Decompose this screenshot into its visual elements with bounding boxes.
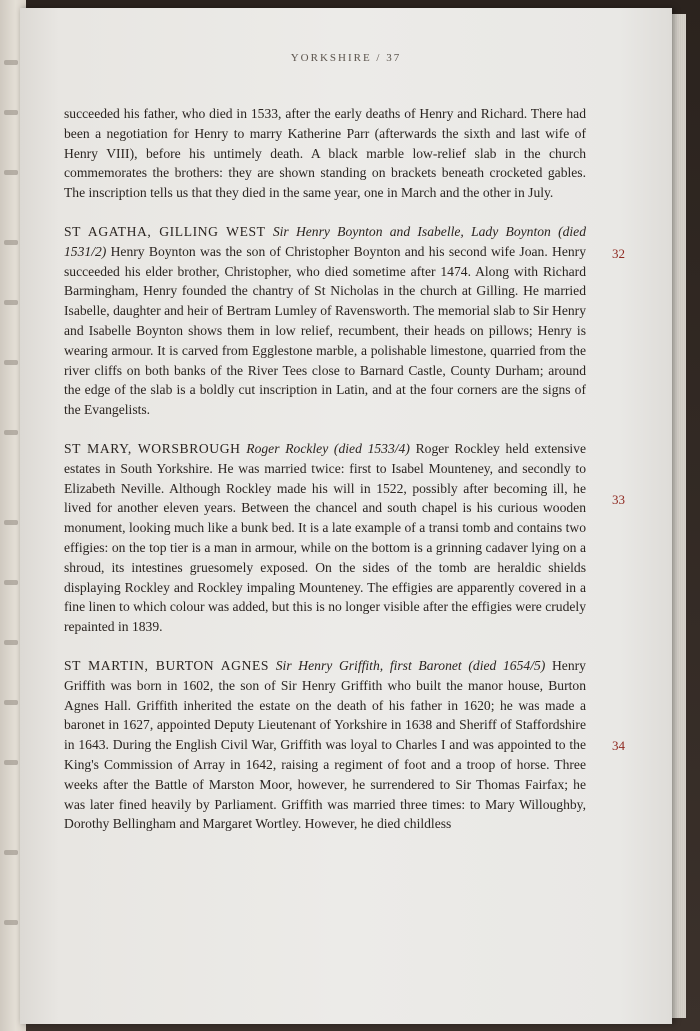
book-page [20,8,672,1024]
church-heading: ST MARY, WORSBROUGH [64,440,241,456]
margin-number: 34 [612,738,625,753]
monument-subject: Roger Rockley (died 1533/4) [246,440,410,456]
body-text [64,104,586,853]
church-heading: ST AGATHA, GILLING WEST [64,223,266,239]
margin-number: 33 [612,492,625,507]
monument-subject: Sir Henry Boynton and Isabelle, Lady Boynton (died 1531/2) [64,223,586,259]
paragraph [64,222,586,420]
margin-number: 32 [612,246,625,261]
page-stack-edge [672,14,686,1018]
paragraph-body: Henry Griffith was born in 1602, the son of Sir Henry Griffith who built the manor house, Burton Agnes Hall. Griffith inherited the estate on the death of his father in 1620; he was made a baronet in 1627, appointed Deputy Lieutenant of Yorkshire in 1638 and Sheriff of Staffordshire in 1643. During the English Civil War, Griffith was loyal to Charles I and was appointed to the King's Commission of Array in 1642, raising a regiment of foot and a troop of horse. Three weeks after the Battle of Marston Moor, however, he surrendered to Sir Thomas Fairfax; he was later fined heavily by Parliament. Griffith was married three times: to Mary Willoughby, Dorothy Bellingham and Margaret Wortley. However, he died childless [64,657,586,832]
paragraph-body: Roger Rockley held extensive estates in South Yorkshire. He was married twice: first to Isabel Mounteney, and secondly to Elizabeth Neville. Although Rockley made his will in 1522, possibly after becoming ill, he lived for another eleven years. Between the chancel and south chapel is his curious wooden monument, looking much like a bunk bed. It is a late example of a transi tomb and contains two effigies: on the top tier is a man in armour, while on the bottom is a grinning cadaver lying on a shroud, its intestines gruesomely exposed. On the sides of the tomb are heraldic shields displaying Rockley and Rockley impaling Mounteney. The effigies are apparently covered in a fine linen to which colour was added, but this is no longer visible after the effigies were crudely repainted in 1839. [64,440,586,635]
paragraph-body: Henry Boynton was the son of Christopher Boynton and his second wife Joan. Henry succeeded his elder brother, Christopher, who died sometime after 1474. Along with Richard Barmingham, Henry founded the chantry of St Nicholas in the church at Gilling. He married Isabelle, daughter and heir of Bertram Lumley of Ravensworth. The memorial slab to Sir Henry and Isabelle Boynton shows them in low relief, recumbent, their heads on pillows; Henry is wearing armour. It is carved from Egglestone marble, a polishable limestone, quarried from the river cliffs on both banks of the River Tees close to Barnard Castle, County Durham; around the edge of the slab is a boldly cut inscription in Latin, and at the four corners are the signs of the Evangelists. [64,243,586,418]
running-head: YORKSHIRE / 37 [290,52,402,64]
paragraph [64,656,586,834]
church-heading: ST MARTIN, BURTON AGNES [64,657,270,673]
monument-subject: Sir Henry Griffith, first Baronet (died 1654/5) [275,657,546,673]
paragraph [64,104,586,203]
paragraph [64,439,586,637]
paragraph-body: succeeded his father, who died in 1533, after the early deaths of Henry and Richard. There had been a negotiation for Henry to marry Katherine Parr (afterwards the sixth and last wife of Henry VIII), before his untimely death. A black marble low-relief slab in the church commemorates the brothers: they are shown standing on brackets beneath crocketed gables. The inscription tells us that they died in the same year, one in March and the other in July. [64,106,586,201]
